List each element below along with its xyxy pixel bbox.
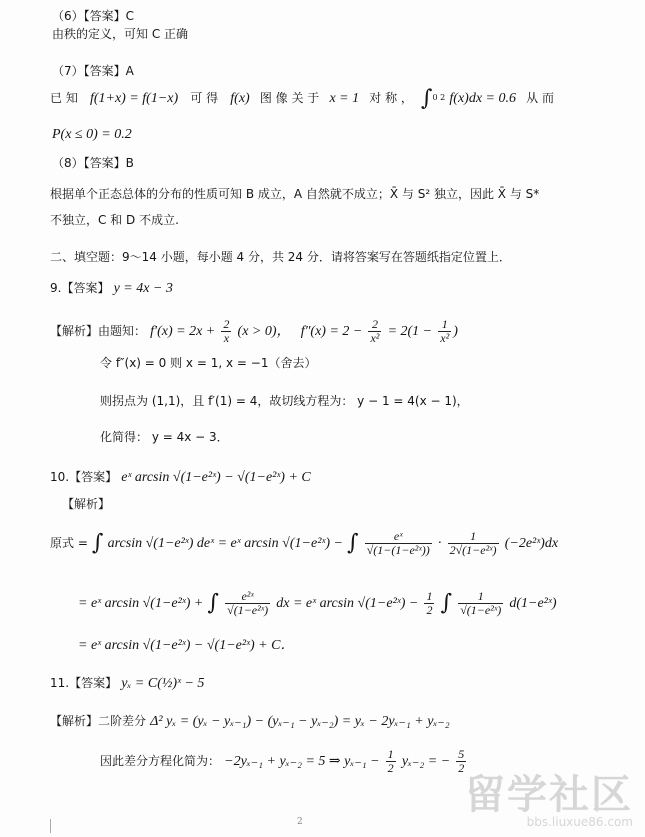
q11-l1: Δ² yₓ = (yₓ − yₓ₋₁) − (yₓ₋₁ − yₓ₋₂) = yₓ − 2yₓ₋₁ + yₓ₋₂ [150, 714, 450, 729]
integral-sign: ∫ [421, 85, 433, 111]
frac-2-over-x2: $\frac{2}{\text{x²}}$ [370, 317, 380, 345]
q9-l3: 则拐点为 (1,1)，且 f′(1) = 4，故切线方程为： y − 1 = 4(x − 1)， [100, 394, 469, 408]
integral-sign: ∫ [92, 530, 104, 556]
watermark-url: bbs.liuxue86.com [526, 815, 633, 829]
q6-text: 由秩的定义，可知 C 正确 [52, 27, 189, 41]
q9-f1: f′(x) = 2x + [150, 324, 216, 339]
integral-sign: ∫ [440, 590, 453, 616]
frac-1-over-sqrt: $\frac{1}{\text{√(1−e²ˣ)}}$ [460, 589, 502, 617]
frac-1-over-2sqrt: $\frac{1}{\text{2√(1−e²ˣ)}}$ [449, 529, 497, 557]
q9-answer-line [50, 280, 173, 297]
integral-sign: ∫ [347, 530, 359, 556]
q10-label: 10.【答案】 [50, 470, 118, 484]
int-limits: 0 2 [432, 93, 446, 102]
q11-answer: yₓ = C(½)ˣ − 5 [121, 676, 205, 691]
q7-integral: f(x)dx = 0.6 [449, 91, 516, 106]
integral-sign: ∫ [207, 590, 219, 616]
q7-label: （7）【答案】A [52, 64, 134, 78]
q11-l2a: 因此差分方程化简为： [100, 754, 221, 768]
q8-label: （8）【答案】B [52, 156, 134, 170]
q8-line1: 根据单个正态总体的分布的性质可知 B 成立，A 自然就不成立；X̄ 与 S² 独立，因此 X̄ 与 S* [50, 187, 540, 201]
q9-label: 9.【答案】 [50, 281, 110, 295]
watermark-title: 留学社区 [465, 772, 633, 818]
corner-mark [36, 819, 51, 833]
q9-jx: 【解析】由题知： [50, 324, 147, 338]
q8-line2: 不独立，C 和 D 不成立. [50, 213, 179, 227]
q10-l2a: = eˣ arcsin √(1−e²ˣ) + [78, 596, 204, 611]
q7-prob: P(x ≤ 0) = 0.2 [52, 127, 132, 142]
frac-half: $\frac{1}{2}$ [426, 589, 433, 617]
q7-mid2: 图 像 关 于 [259, 91, 320, 105]
q7-eq1: f(1+x) = f(1−x) [89, 91, 179, 106]
q10-l2b: dx = eˣ arcsin √(1−e²ˣ) − [276, 596, 419, 611]
frac-1-over-x2: $\frac{1}{\text{x²}}$ [440, 317, 450, 345]
watermark [465, 772, 633, 829]
q6-label: （6）【答案】C [52, 9, 135, 23]
q10-l1c: (−2e²ˣ)dx [504, 536, 559, 551]
q11-l2b: −2yₓ₋₁ + yₓ₋₂ = 5 ⇒ yₓ₋₁ − [224, 754, 380, 769]
q11-answer-line [50, 675, 204, 692]
q9-analysis-line [50, 318, 458, 345]
q11-label: 11.【答案】 [50, 676, 118, 690]
q10-l1a: 原式 = [50, 536, 88, 550]
q9-answer: y = 4x − 3 [113, 281, 173, 296]
q7-pre: 已 知 [50, 91, 78, 105]
q10-jx: 【解析】 [62, 497, 111, 511]
q11-l2c: yₓ₋₂ = − [401, 754, 451, 769]
q9-l2: 令 f″(x) = 0 则 x = 1, x = −1（舍去） [100, 356, 317, 370]
q10-l2c: d(1−e²ˣ) [509, 596, 557, 611]
q7-post: 从 而 [526, 91, 554, 105]
q7-fx: f(x) [230, 91, 250, 106]
section-heading: 二、填空题：9～14 小题，每小题 4 分，共 24 分．请将答案写在答题纸指定位置上． [50, 250, 511, 264]
q10-line2 [78, 590, 557, 617]
q9-f1b: (x > 0)， [237, 324, 291, 339]
q10-answer: eˣ arcsin √(1−e²ˣ) − √(1−e²ˣ) + C [121, 470, 311, 485]
q10-answer-line [50, 469, 311, 486]
frac-half: $\frac{1}{2}$ [387, 747, 394, 775]
q7-x1: x = 1 [329, 91, 360, 106]
page-number: 2 [297, 817, 303, 827]
q10-l3: = eˣ arcsin √(1−e²ˣ) − √(1−e²ˣ) + C． [78, 638, 295, 653]
frac-2-over-x: $\frac{2}{x}$ [223, 317, 230, 345]
q10-l1b: arcsin √(1−e²ˣ) deˣ = eˣ arcsin √(1−e²ˣ) − [107, 536, 343, 551]
q11-analysis-line [50, 713, 450, 730]
q10-line1: 原式 = ∫ arcsin √(1−e²ˣ) deˣ = eˣ arcsin √(1−e²ˣ) − ∫ $\frac{\text{eˣ}}{\text{√(1−(1−e²ˣ))}}$ · $\frac{1}{\text{2√(1−e²ˣ)}}$ (−2e²ˣ)dx [50, 529, 559, 557]
q7-line [50, 85, 554, 111]
q9-f2: f″(x) = 2 − [300, 324, 363, 339]
q11-line2 [100, 748, 468, 775]
q9-l4: 化简得： y = 4x − 3． [100, 430, 229, 444]
q9-f2c: ) [453, 324, 458, 339]
frac-e2x-over-sqrt: $\frac{\text{e²ˣ}}{\text{√(1−e²ˣ)}}$ [227, 589, 269, 617]
q9-f2b: = 2(1 − [387, 324, 433, 339]
q11-jx: 【解析】二阶差分 [50, 714, 147, 728]
q7-mid: 可 得 [190, 91, 219, 105]
q7-mid3: 对 称 ， [369, 91, 413, 105]
frac-5-over-2: $\frac{5}{2}$ [458, 747, 465, 775]
frac-ex-over-sqrt: $\frac{\text{eˣ}}{\text{√(1−(1−e²ˣ))}}$ [366, 529, 430, 557]
